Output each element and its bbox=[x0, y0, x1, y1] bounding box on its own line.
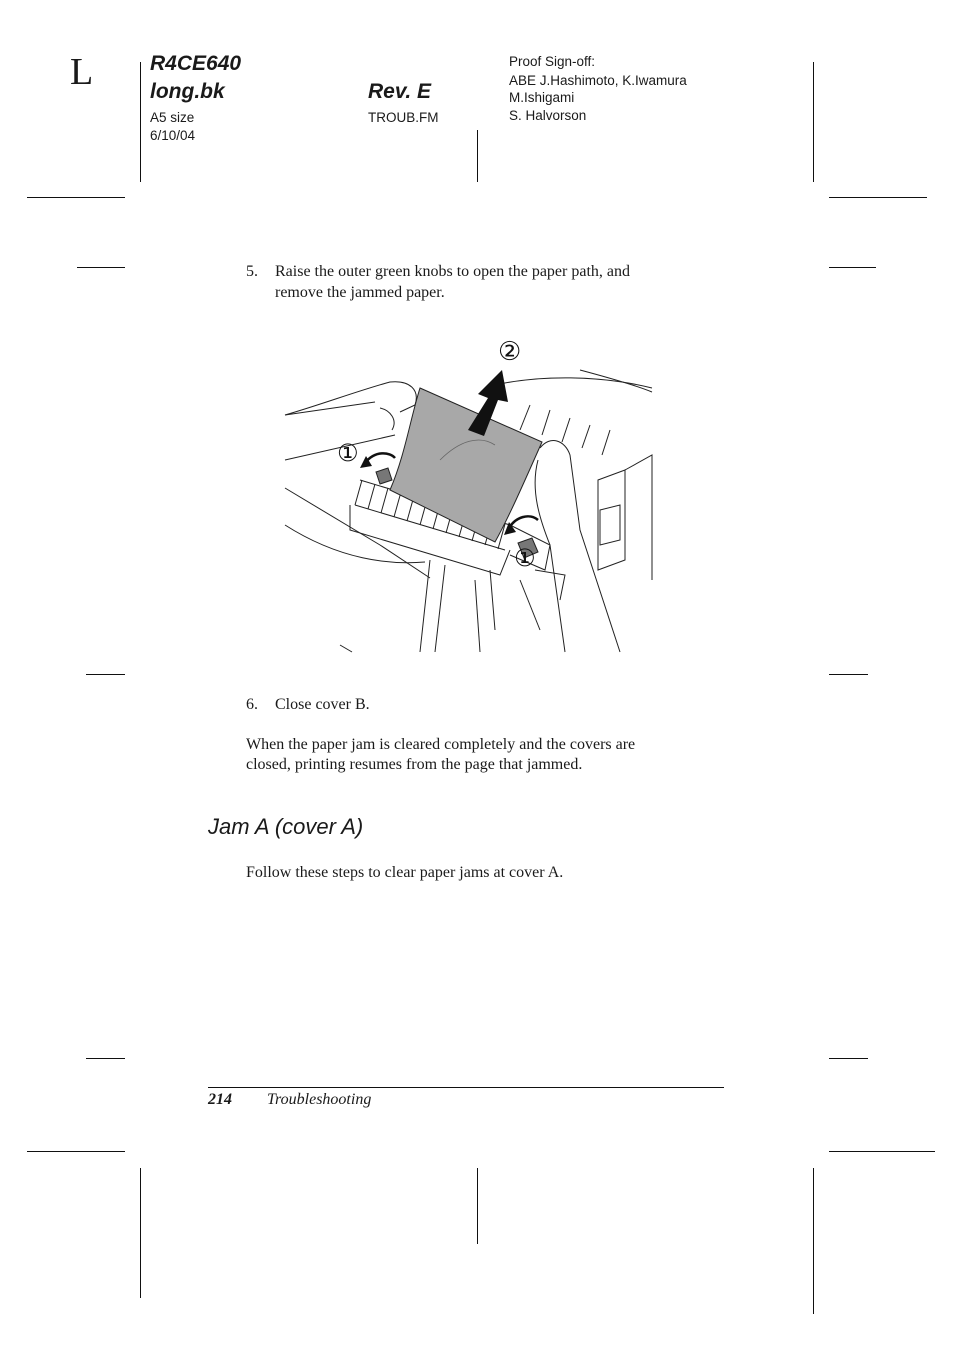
book-name: long.bk bbox=[150, 80, 225, 103]
footer-rule bbox=[208, 1087, 724, 1088]
trim-mark bbox=[829, 267, 876, 268]
trim-mark bbox=[829, 1058, 868, 1059]
model-name: R4CE640 bbox=[150, 52, 242, 75]
trim-mark bbox=[27, 197, 125, 198]
paper-jam-illustration bbox=[280, 330, 660, 655]
step-number: 6. bbox=[246, 696, 258, 713]
trim-mark bbox=[829, 674, 868, 675]
step-number: 5. bbox=[246, 263, 258, 280]
section-heading: Jam A (cover A) bbox=[208, 814, 364, 839]
trim-mark bbox=[477, 1168, 478, 1244]
step-text: Raise the outer green knobs to open the paper path, and bbox=[275, 263, 630, 280]
callout-knob-left: ① bbox=[337, 439, 359, 467]
trim-mark bbox=[86, 674, 125, 675]
revision-label: Rev. E bbox=[368, 80, 432, 103]
callout-paper: ② bbox=[498, 337, 522, 367]
trim-mark bbox=[477, 130, 478, 182]
trim-mark bbox=[813, 62, 814, 182]
signoff-names: M.Ishigami bbox=[509, 90, 575, 105]
paper-size: A5 size bbox=[150, 110, 195, 125]
trim-mark bbox=[140, 1168, 141, 1298]
signoff-label: Proof Sign-off: bbox=[509, 54, 596, 69]
trim-mark bbox=[829, 197, 927, 198]
trim-mark bbox=[829, 1151, 935, 1152]
step-text: remove the jammed paper. bbox=[275, 284, 445, 301]
signoff-names: S. Halvorson bbox=[509, 108, 587, 123]
file-name: TROUB.FM bbox=[368, 110, 439, 125]
chapter-title: Troubleshooting bbox=[267, 1091, 372, 1108]
trim-mark bbox=[140, 62, 141, 182]
body-paragraph: When the paper jam is cleared completely and the covers are bbox=[246, 736, 636, 753]
body-paragraph: closed, printing resumes from the page that jammed. bbox=[246, 756, 583, 773]
callout-knob-right: ① bbox=[514, 544, 536, 572]
header-date: 6/10/04 bbox=[150, 128, 196, 143]
page-number: 214 bbox=[208, 1091, 232, 1108]
step-text: Close cover B. bbox=[275, 696, 370, 713]
signoff-names: ABE J.Hashimoto, K.Iwamura bbox=[509, 73, 687, 88]
trim-mark bbox=[86, 1058, 125, 1059]
trim-mark bbox=[77, 267, 125, 268]
section-letter: L bbox=[70, 51, 94, 93]
trim-mark bbox=[813, 1168, 814, 1314]
section-intro: Follow these steps to clear paper jams at cover A. bbox=[246, 864, 564, 881]
trim-mark bbox=[27, 1151, 125, 1152]
